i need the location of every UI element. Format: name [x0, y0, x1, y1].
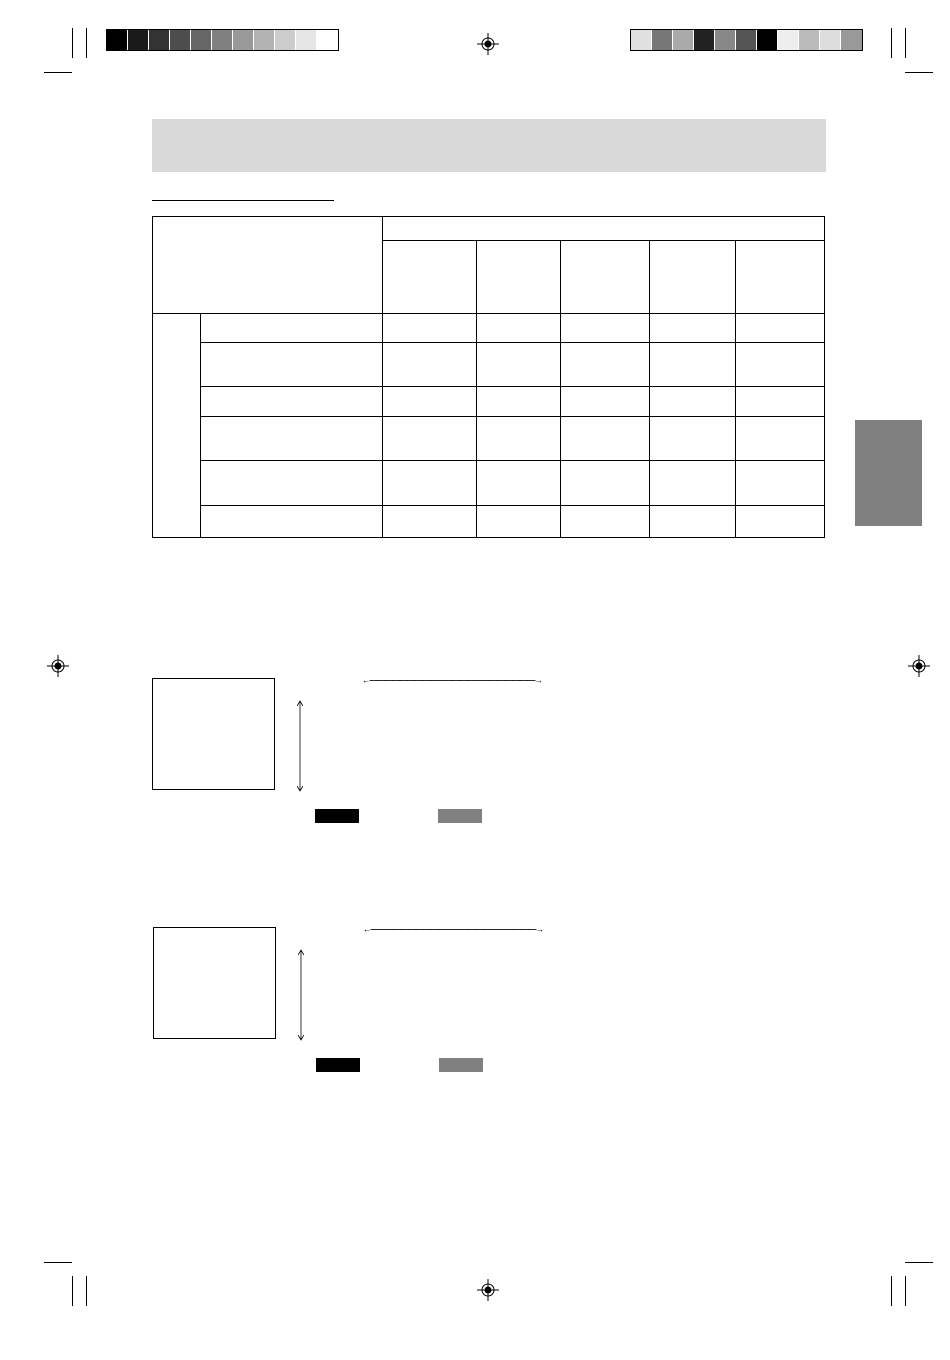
- crop-mark: [44, 72, 72, 73]
- ex1-legend-auto-swatch: [438, 809, 482, 823]
- color-bar-left: [106, 29, 339, 51]
- crop-mark: [891, 28, 892, 58]
- column-header: [650, 241, 736, 314]
- subheading-underline: [152, 200, 334, 201]
- ex2-legend-selected-swatch: [316, 1058, 360, 1072]
- section-header-band: [152, 119, 826, 172]
- row-label: [201, 417, 383, 461]
- crop-mark: [86, 28, 87, 58]
- crop-mark: [72, 28, 73, 58]
- registration-mark-icon: [477, 33, 499, 55]
- crop-mark: [905, 72, 933, 73]
- row-label: [201, 314, 383, 343]
- column-header: [736, 241, 825, 314]
- crop-mark: [86, 1276, 87, 1306]
- registration-mark-icon: [477, 1279, 499, 1301]
- column-header: [477, 241, 561, 314]
- crop-mark: [891, 1276, 892, 1306]
- crop-mark: [72, 1276, 73, 1306]
- ex1-axis-left-arrow-icon: [297, 700, 303, 792]
- ex1-settings-box: [152, 678, 275, 790]
- crop-mark: [905, 1276, 906, 1306]
- ex2-axis-top: ←——————————————————————→: [363, 924, 543, 934]
- rating-matrix-table: [152, 216, 825, 538]
- matrix-corner-cell: [153, 217, 383, 314]
- vertical-arrow-cell: [153, 314, 201, 538]
- color-bar-right: [630, 29, 863, 51]
- crop-mark: [905, 1262, 933, 1263]
- ex1-axis-top: ←——————————————————————→: [362, 675, 542, 685]
- ex2-legend-auto-swatch: [439, 1058, 483, 1072]
- registration-mark-icon: [908, 655, 930, 677]
- ex2-axis-left-arrow-icon: [298, 949, 304, 1041]
- row-label: [201, 387, 383, 417]
- ex1-legend-selected-swatch: [315, 809, 359, 823]
- ex2-settings-box: [153, 927, 276, 1039]
- crop-mark: [44, 1262, 72, 1263]
- registration-mark-icon: [47, 655, 69, 677]
- row-label: [201, 506, 383, 538]
- column-header: [383, 241, 477, 314]
- crop-mark: [905, 28, 906, 58]
- row-label: [201, 343, 383, 387]
- language-tab: [855, 420, 922, 526]
- matrix-arrow-header: [383, 217, 825, 241]
- column-header: [561, 241, 650, 314]
- row-label: [201, 461, 383, 506]
